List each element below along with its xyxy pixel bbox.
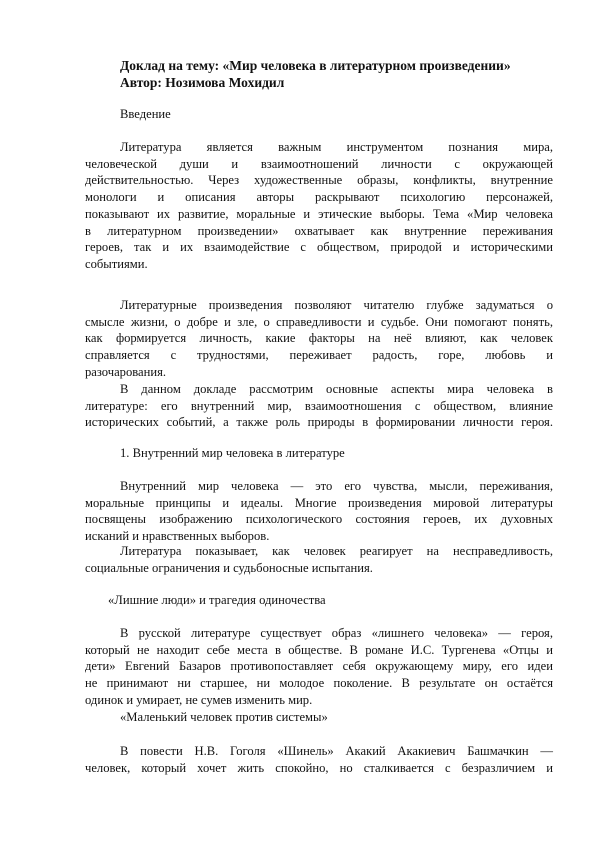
paragraph-line: исканий и нравственных выборов.: [85, 529, 270, 544]
paragraph-line: справляется с трудностями, переживает радость, горе, любовь и: [85, 348, 553, 363]
paragraph-line: одинок и умирает, не сумев изменить мир.: [85, 692, 313, 707]
document-title: Доклад на тему: «Мир человека в литературном произведении»: [120, 58, 511, 73]
paragraph-line: разочарования.: [85, 364, 167, 379]
section-heading-introduction: Введение: [120, 107, 171, 121]
paragraph-line: событиями.: [85, 256, 148, 271]
paragraph-line: который не находит себе места в обществе. В романе И.С. Тургенева «Отцы и: [85, 642, 553, 657]
paragraph-line: в литературном произведении» охватывает как внутренние переживания: [85, 223, 553, 238]
section-heading-inner-world: 1. Внутренний мир человека в литературе: [120, 446, 345, 460]
paragraph-line: моральные принципы и идеалы. Многие произведения мировой литературы: [85, 495, 553, 510]
paragraph-line: действительностью. Через художественные образы, конфликты, внутренние: [85, 173, 553, 188]
subheading-little-man: «Маленький человек против системы»: [120, 710, 328, 724]
paragraph-line: человеческой души и взаимоотношений личности с окружающей: [85, 156, 553, 171]
paragraph-line: В данном докладе рассмотрим основные аспекты мира человека в: [120, 382, 553, 396]
paragraph-line: человек, который хочет жить спокойно, но сталкивается с безразличием и: [85, 760, 553, 775]
paragraph-line: В русской литературе существует образ «лишнего человека» — героя,: [120, 626, 553, 640]
paragraph-line: героев, так и их взаимодействие с обществом, природой и историческими: [85, 240, 553, 255]
document-author: Автор: Нозимова Мохидил: [120, 75, 285, 90]
subheading-superfluous-people: «Лишние люди» и трагедия одиночества: [108, 593, 326, 607]
paragraph-line: исторических событий, а также роль природы в формировании личности героя.: [85, 415, 553, 430]
paragraph-line: В повести Н.В. Гоголя «Шинель» Акакий Акакиевич Башмачкин —: [120, 744, 553, 758]
paragraph-line: смысле жизни, о добре и зле, о справедливости и судьбе. Они помогают понять,: [85, 314, 553, 329]
paragraph-line: литературе: его внутренний мир, взаимоотношения с обществом, влияние: [85, 398, 553, 413]
paragraph-line: Внутренний мир человека — это его чувства, мысли, переживания,: [120, 479, 553, 493]
paragraph-line: монологи и описания авторы раскрывают психологию персонажей,: [85, 190, 553, 205]
paragraph-line: социальные ограничения и судьбоносные испытания.: [85, 560, 373, 575]
paragraph-line: дети» Евгений Базаров противопоставляет себя окружающему миру, его идеи: [85, 659, 553, 674]
paragraph-line: Литература является важным инструментом познания мира,: [120, 140, 553, 154]
paragraph-line: не принимают ни старшее, ни молодое поколение. В результате он остаётся: [85, 676, 553, 691]
paragraph-line: Литературные произведения позволяют читателю глубже задуматься о: [120, 298, 553, 312]
paragraph-line: посвящены изображению психологического состояния героев, их духовных: [85, 512, 553, 527]
paragraph-line: как формируется личность, какие факторы на неё влияют, как человек: [85, 331, 553, 346]
paragraph-line: Литература показывает, как человек реагирует на несправедливость,: [120, 544, 553, 558]
paragraph-line: показывают их развитие, моральные и этические выборы. Тема «Мир человека: [85, 206, 553, 221]
